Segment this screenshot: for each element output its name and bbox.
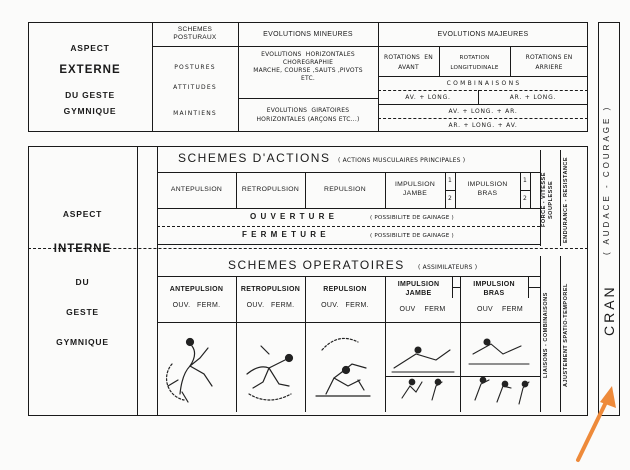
mini-num-1b: 1 <box>522 177 528 184</box>
fermeture-note: ( POSSIBILITE DE GAINAGE ) <box>370 233 454 239</box>
action-impulsion-bras: IMPULSION BRAS <box>467 181 508 197</box>
external-label-externe: EXTERNE <box>59 64 121 76</box>
cran-subtitle: ( AUDACE - COURAGE ) <box>602 104 611 256</box>
minor-giratory-cell: EVOLUTIONS GIRATOIRES HORIZONTALES (ARÇONS ETC...) <box>256 107 360 123</box>
actions-subtitle: ( ACTIONS MUSCULAIRES PRINCIPALES ) <box>338 157 466 164</box>
rotation-avant: ROTATIONS EN AVANT <box>384 54 433 71</box>
header-schemes-posturaux: SCHEMES POSTURAUX <box>173 26 217 41</box>
ouv-ferm-5: OUV FERM <box>476 306 524 313</box>
internal-label-interne: INTERNE <box>53 243 112 255</box>
op-impulsion-jambe: IMPULSION JAMBE <box>397 281 440 297</box>
actions-title: SCHEMES D'ACTIONS <box>178 151 331 165</box>
postural-item-postures: POSTURES <box>174 64 216 71</box>
external-label-du-geste: DU GESTE <box>65 90 115 100</box>
action-impulsion-jambe: IMPULSION JAMBE <box>394 181 436 197</box>
side-label-endurance: ENDURANCE - RESISTANCE <box>563 156 569 244</box>
combo-av-long-ar: AV. + LONG. + AR. <box>448 108 518 115</box>
action-retropulsion: RETROPULSION <box>241 186 300 193</box>
internal-label-du: DU <box>75 277 90 287</box>
minor-horizontal-cell: EVOLUTIONS HORIZONTALES CHOREGRAPHIE MARCHE, COURSE ,SAUTS ,PIVOTS ETC. <box>253 51 363 82</box>
header-evolutions-mineures: EVOLUTIONS MINEURES <box>263 31 353 38</box>
cran-word: CRAN <box>601 284 617 336</box>
action-repulsion: REPULSION <box>324 186 366 193</box>
gymnast-sketch-retropulsion <box>239 324 303 410</box>
gymnast-sketch-impulsion-jambe <box>388 324 458 410</box>
postural-item-attitudes: ATTITUDES <box>173 84 217 91</box>
internal-label-gymnique: GYMNIQUE <box>56 337 109 347</box>
ouv-ferm-3: OUV. FERM. <box>321 302 369 309</box>
gymnast-sketch-impulsion-bras <box>463 324 538 410</box>
combo-av-long: AV. + LONG. <box>405 94 451 101</box>
combo-ar-long: AR. + LONG. <box>509 94 557 101</box>
mini-num-2a: 2 <box>447 195 453 202</box>
external-label-aspect: ASPECT <box>70 43 110 53</box>
rotation-longitudinale: ROTATION LONGITUDINALE <box>450 55 499 71</box>
orange-arrow-icon <box>572 384 622 464</box>
gymnast-sketch-antepulsion <box>160 324 234 410</box>
header-evolutions-majeures: EVOLUTIONS MAJEURES <box>437 31 529 38</box>
mini-num-1a: 1 <box>447 177 453 184</box>
ouv-ferm-2: OUV. FERM. <box>246 302 295 309</box>
side-label-liaisons: LIAISONS - COMBINAISONS <box>543 292 549 378</box>
combo-ar-long-av: AR. + LONG. + AV. <box>448 122 518 129</box>
ouv-ferm-4: OUV FERM <box>399 306 446 313</box>
op-impulsion-bras: IMPULSION BRAS <box>473 281 515 297</box>
fermeture-label: F E R M E T U R E <box>242 230 327 239</box>
operatoires-subtitle: ( ASSIMILATEURS ) <box>418 264 478 271</box>
action-antepulsion: ANTEPULSION <box>170 186 223 193</box>
mini-num-2b: 2 <box>522 195 528 202</box>
internal-label-aspect: ASPECT <box>62 209 103 219</box>
op-retropulsion: RETROPULSION <box>240 286 301 293</box>
internal-label-geste: GESTE <box>66 307 99 317</box>
gymnast-sketch-repulsion <box>308 324 384 410</box>
postural-item-maintiens: MAINTIENS <box>173 110 217 117</box>
external-label-gymnique: GYMNIQUE <box>63 106 117 116</box>
rotation-arriere: ROTATIONS EN ARRIERE <box>525 54 573 71</box>
ouv-ferm-1: OUV. FERM. <box>172 302 221 309</box>
combinaisons-label: C O M B I N A I S O N S <box>446 80 520 87</box>
side-label-force-vitesse: FORCE - VITESSE SOUPLESSE <box>541 172 554 228</box>
op-repulsion: REPULSION <box>323 286 367 293</box>
ouverture-label: O U V E R T U R E <box>250 212 336 221</box>
ouverture-note: ( POSSIBILITE DE GAINAGE ) <box>370 215 454 221</box>
side-label-ajustement: AJUSTEMENT SPATIO-TEMPOREL <box>563 283 569 387</box>
op-antepulsion: ANTEPULSION <box>169 286 224 293</box>
operatoires-title: SCHEMES OPERATOIRES <box>228 258 405 272</box>
